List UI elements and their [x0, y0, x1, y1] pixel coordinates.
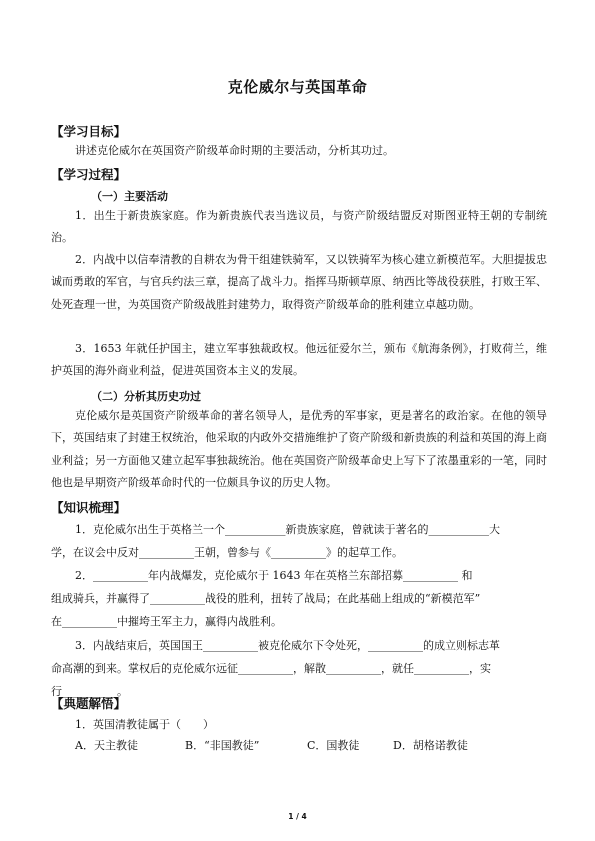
knowledge-item-3-line-1: 3．内战结束后，英国国王__________被克伦威尔下令处死，__________的成立则标志革 — [75, 639, 500, 652]
option-b: B．“非国教徒” — [185, 739, 260, 752]
goals-text: 讲述克伦威尔在英国资产阶级革命时期的主要活动，分析其功过。 — [75, 144, 394, 157]
activities-header: （一）主要活动 — [91, 190, 168, 203]
activity-2: 2．内战中以信奉清教的自耕农为骨干组建铁骑军，又以铁骑军为核心建立新模范军。大胆提拔忠诚而勇敢的军官，与官兵约法三章，提高了战斗力。指挥马斯顿草原、纳西比等战役获胜，打败王军、处死查理一世，为英国资产阶级战胜封建势力，取得资产阶级革命的胜利建立卓越功勋。 — [51, 253, 547, 311]
examples-header: 【典题解悟】 — [51, 696, 127, 711]
merit-header: （二）分析其历史功过 — [91, 390, 201, 403]
knowledge-item-2-line-2: 组成骑兵，并赢得了__________战役的胜利，扭转了战局；在此基础上组成的“新模范军” — [51, 592, 481, 605]
knowledge-item-3-line-3: 行__________。 — [51, 685, 128, 698]
process-header: 【学习过程】 — [51, 167, 127, 182]
option-d: D．胡格诺教徒 — [393, 739, 468, 752]
question-1-stem: 1．英国清教徒属于（ ） — [75, 718, 214, 731]
merit-text: 克伦威尔是英国资产阶级革命的著名领导人，是优秀的军事家，更是著名的政治家。在他的领导下，英国结束了封建王权统治，他采取的内政外交措施维护了资产阶级和新贵族的利益和英国的海上商业利益；另一方面他又建立起军事独裁统治。他在英国资产阶级革命史上写下了浓墨重彩的一笔，同时他也是早期资产阶级革命时代的一位颇具争议的历史人物。 — [51, 409, 547, 489]
option-a: A．天主教徒 — [75, 739, 138, 752]
goals-header: 【学习目标】 — [51, 124, 127, 139]
knowledge-item-3-line-2: 命高潮的到来。掌权后的克伦威尔远征__________，解散__________，就任__________，实 — [51, 662, 491, 675]
knowledge-item-1-line-1: 1．克伦威尔出生于英格兰一个___________新贵族家庭，曾就读于著名的___________大 — [75, 523, 500, 536]
knowledge-item-1-line-2: 学，在议会中反对__________王朝，曾参与《__________》的起草工作。 — [51, 546, 403, 559]
page-title: 克伦威尔与英国革命 — [227, 78, 368, 96]
option-c: C．国教徒 — [307, 739, 360, 752]
activity-3: 3．1653 年就任护国主，建立军事独裁政权。他远征爱尔兰，颁布《航海条例》，打败荷兰，维护英国的海外商业利益，促进英国资本主义的发展。 — [51, 342, 547, 378]
knowledge-item-2-line-1: 2．__________年内战爆发，克伦威尔于 1643 年在英格兰东部招募__________ 和 — [75, 569, 473, 582]
knowledge-item-2-line-3: 在__________中摧垮王军主力，赢得内战胜利。 — [51, 615, 282, 628]
page-number: 1 / 4 — [288, 812, 307, 821]
activity-1: 1．出生于新贵族家庭。作为新贵族代表当选议员，与资产阶级结盟反对斯图亚特王朝的专制统治。 — [51, 209, 547, 245]
knowledge-header: 【知识梳理】 — [51, 500, 127, 515]
